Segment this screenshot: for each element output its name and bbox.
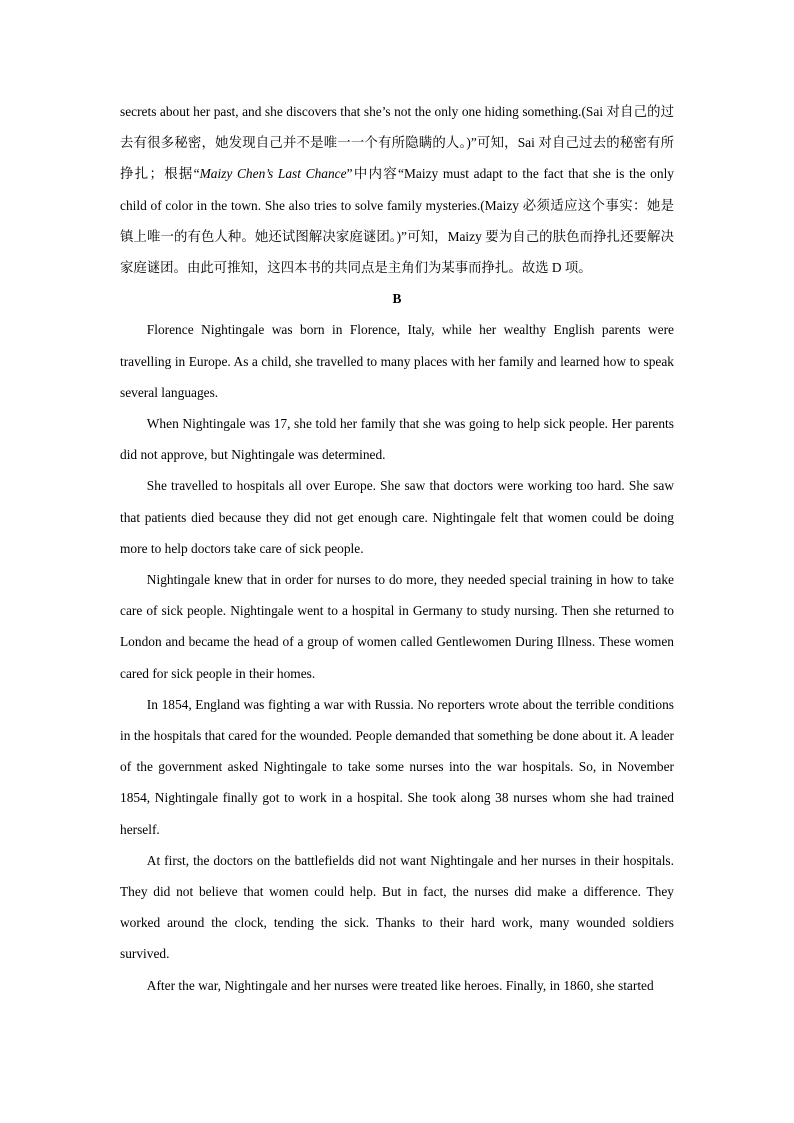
paragraph-6: At first, the doctors on the battlefields did not want Nightingale and her nurses in their hospitals. They did not believe that women could help. But in fact, the nurses did make a difference. They worked around the clock, tending the sick. Thanks to their hard work, many wounded soldiers survived. [120,852,674,962]
document-page [120,96,674,1001]
paragraph-3: She travelled to hospitals all over Europe. She saw that doctors were working too hard. She saw that patients died because they did not get enough care. Nightingale felt that women could be doing more to help doctors take care of sick people. [120,478,674,556]
paragraph-7: After the war, Nightingale and her nurses were treated like heroes. Finally, in 1860, she started [146,977,654,993]
section-heading: B [392,291,402,307]
paragraph-1: Florence Nightingale was born in Florence, Italy, while her wealthy English parents were travelling in Europe. As a child, she travelled to many places with her family and learned how to speak several languages. [120,322,674,400]
explanation-text-2: ”中内容“Maizy must adapt to the fact that she is the only child of color in the town. She also tries to solve family mysteries.(Maizy 必须适应这个事实：她是镇上唯一的有色人种。她还试图解决家庭谜团。)”可知，Maizy 要为自己的肤色而挣扎还要解决家庭谜团。由此可推知，这四本书的共同点是主角们为某事而挣扎。故选 D 项。 [120,166,674,276]
paragraph-2: When Nightingale was 17, she told her family that she was going to help sick people. Her parents did not approve, but Nightingale was determined. [120,416,674,463]
answer-explanation [120,96,674,283]
book-title: Maizy Chen’s Last Chance [199,166,347,182]
paragraph-5: In 1854, England was fighting a war with Russia. No reporters wrote about the terrible conditions in the hospitals that cared for the wounded. People demanded that something be done about it. A leader of the government asked Nightingale to take some nurses into the war hospitals. So, in November 1854, Nightingale finally got to work in a hospital. She took along 38 nurses whom she had trained herself. [120,696,674,837]
paragraph-4: Nightingale knew that in order for nurses to do more, they needed special training in how to take care of sick people. Nightingale went to a hospital in Germany to study nursing. Then she returned to London and became the head of a group of women called Gentlewomen During Illness. These women cared for sick people in their homes. [120,572,674,681]
explanation-text-1: secrets about her past, and she discovers that she’s not the only one hiding something.(Sai 对自己的过去有很多秘密，她发现自己并不是唯一一个有所隐瞒的人。)”可知，Sai 对自己过去的秘密有所挣扎；根据“ [120,104,674,182]
